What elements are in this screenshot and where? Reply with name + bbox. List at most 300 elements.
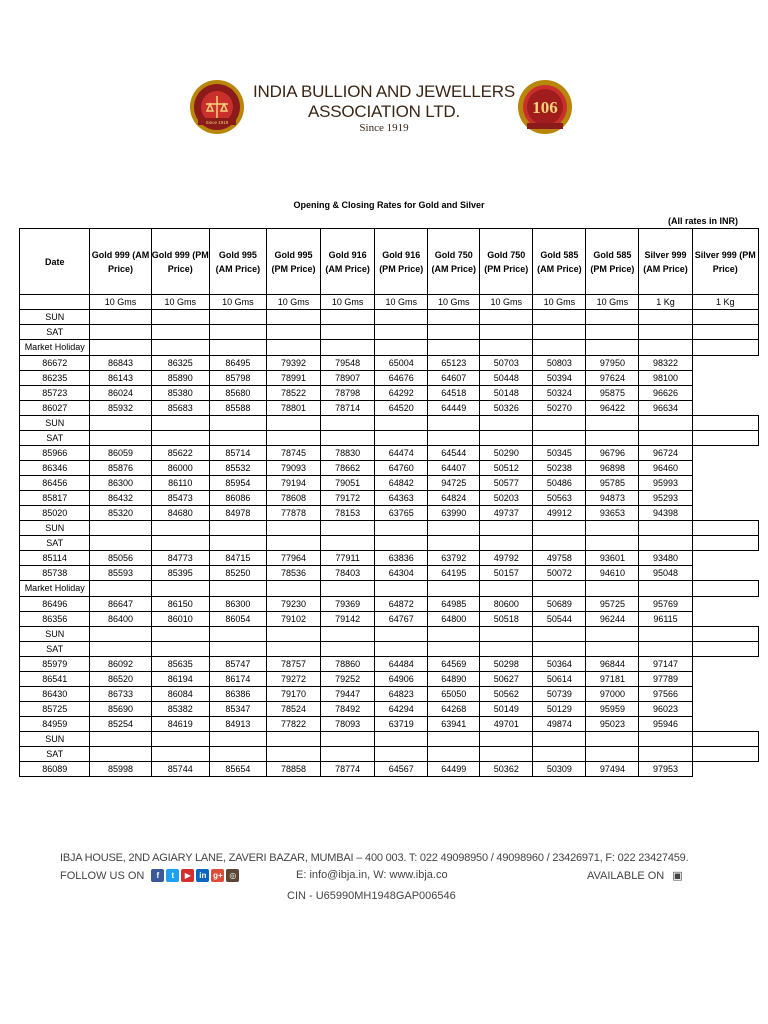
rate-cell: 50577 — [480, 476, 533, 491]
rate-cell: 85588 — [209, 401, 266, 416]
android-icon[interactable]: ▣ — [672, 870, 683, 882]
rate-cell: 50689 — [533, 597, 586, 612]
rate-cell — [428, 536, 480, 551]
anniversary-106-seal-logo — [516, 78, 574, 136]
rate-cell: 96244 — [586, 612, 639, 627]
rate-cell — [375, 747, 428, 762]
row-label-cell: 85966 — [20, 446, 90, 461]
rate-cell — [151, 581, 209, 597]
rate-cell: 64484 — [375, 657, 428, 672]
rate-cell: 78524 — [266, 702, 320, 717]
rate-cell: 64294 — [375, 702, 428, 717]
rate-cell: 95048 — [639, 566, 692, 581]
table-row — [20, 401, 759, 416]
rate-cell: 95023 — [586, 717, 639, 732]
organization-name-line-1: INDIA BULLION AND JEWELLERS — [253, 82, 515, 101]
rate-cell — [480, 581, 533, 597]
rate-cell — [428, 581, 480, 597]
rate-cell: 50364 — [533, 657, 586, 672]
rate-cell: 77964 — [266, 551, 320, 566]
rate-cell: 85347 — [209, 702, 266, 717]
rates-table — [19, 228, 759, 777]
rate-cell: 78492 — [321, 702, 375, 717]
rate-cell — [480, 732, 533, 747]
rate-cell — [209, 732, 266, 747]
rate-cell: 85890 — [151, 371, 209, 386]
rate-cell — [90, 340, 151, 356]
table-row — [20, 325, 759, 340]
table-row — [20, 371, 759, 386]
rate-cell: 64518 — [428, 386, 480, 401]
rate-cell: 49737 — [480, 506, 533, 521]
rate-cell — [90, 521, 151, 536]
rate-cell: 78774 — [321, 762, 375, 777]
rate-cell — [480, 747, 533, 762]
rate-cell: 84619 — [151, 717, 209, 732]
rate-cell: 85683 — [151, 401, 209, 416]
rate-cell — [321, 642, 375, 657]
row-label-cell: 86456 — [20, 476, 90, 491]
rate-cell: 85395 — [151, 566, 209, 581]
rate-cell: 97181 — [586, 672, 639, 687]
row-label-cell: Market Holiday — [20, 340, 90, 356]
column-header: Gold 999 (AM Price) — [90, 229, 151, 295]
rate-cell: 94398 — [639, 506, 692, 521]
row-label-cell: 85817 — [20, 491, 90, 506]
row-label-cell: SUN — [20, 416, 90, 431]
rate-cell — [321, 732, 375, 747]
rate-cell — [586, 340, 639, 356]
rate-cell: 85998 — [90, 762, 151, 777]
row-label-cell: 86356 — [20, 612, 90, 627]
rate-cell: 86150 — [151, 597, 209, 612]
rate-cell — [639, 340, 692, 356]
rate-cell: 50448 — [480, 371, 533, 386]
rate-cell — [321, 747, 375, 762]
rate-cell: 93480 — [639, 551, 692, 566]
rate-cell: 50486 — [533, 476, 586, 491]
rate-cell: 86000 — [151, 461, 209, 476]
rate-cell: 79252 — [321, 672, 375, 687]
rate-cell — [375, 340, 428, 356]
rate-cell — [375, 642, 428, 657]
rate-cell — [533, 581, 586, 597]
row-label-cell: 85114 — [20, 551, 90, 566]
rate-cell — [533, 310, 586, 325]
rate-cell: 86520 — [90, 672, 151, 687]
rate-cell: 50072 — [533, 566, 586, 581]
rate-cell — [151, 732, 209, 747]
rate-cell: 95785 — [586, 476, 639, 491]
rate-cell — [209, 642, 266, 657]
rate-cell: 85744 — [151, 762, 209, 777]
rate-cell: 85680 — [209, 386, 266, 401]
row-label-cell: 86235 — [20, 371, 90, 386]
rate-cell: 64292 — [375, 386, 428, 401]
rate-cell: 64872 — [375, 597, 428, 612]
rate-cell — [266, 416, 320, 431]
rate-cell: 50148 — [480, 386, 533, 401]
unit-cell: 1 Kg — [692, 295, 758, 310]
address-line: IBJA HOUSE, 2ND AGIARY LANE, ZAVERI BAZAR, MUMBAI – 400 003. T: 022 49098950 / 49098960 / 23426971, F: 022 23427459. — [60, 852, 689, 864]
rate-cell: 95875 — [586, 386, 639, 401]
units-row — [20, 295, 759, 310]
column-header: Silver 999 (AM Price) — [639, 229, 692, 295]
table-row — [20, 657, 759, 672]
rate-cell — [375, 310, 428, 325]
rate-cell — [90, 431, 151, 446]
rate-cell — [90, 325, 151, 340]
rate-cell — [151, 627, 209, 642]
rate-cell — [266, 627, 320, 642]
rate-cell — [428, 747, 480, 762]
rate-cell: 79102 — [266, 612, 320, 627]
rate-cell — [480, 325, 533, 340]
rate-cell — [586, 325, 639, 340]
table-row — [20, 627, 759, 642]
rate-cell — [533, 416, 586, 431]
row-label-cell: SAT — [20, 431, 90, 446]
rate-cell: 94873 — [586, 491, 639, 506]
rate-cell: 84680 — [151, 506, 209, 521]
rate-cell — [692, 732, 758, 747]
rate-cell — [533, 340, 586, 356]
rate-cell: 96460 — [639, 461, 692, 476]
rate-cell: 98322 — [639, 356, 692, 371]
rate-cell — [209, 310, 266, 325]
rate-cell: 79051 — [321, 476, 375, 491]
rate-cell: 95769 — [639, 597, 692, 612]
column-header-date: Date — [20, 229, 90, 295]
rate-cell — [209, 627, 266, 642]
rate-cell — [151, 747, 209, 762]
rate-cell — [151, 416, 209, 431]
rate-cell: 96626 — [639, 386, 692, 401]
rate-cell — [639, 642, 692, 657]
rate-cell: 50627 — [480, 672, 533, 687]
rate-cell: 63941 — [428, 717, 480, 732]
rate-cell: 64268 — [428, 702, 480, 717]
rate-cell: 85622 — [151, 446, 209, 461]
unit-cell: 10 Gms — [209, 295, 266, 310]
rate-cell — [151, 642, 209, 657]
rate-cell — [692, 627, 758, 642]
rate-cell: 97789 — [639, 672, 692, 687]
column-header: Gold 585 (AM Price) — [533, 229, 586, 295]
rate-cell: 64607 — [428, 371, 480, 386]
rate-cell: 64567 — [375, 762, 428, 777]
rate-cell — [692, 340, 758, 356]
rate-cell: 50394 — [533, 371, 586, 386]
rate-cell: 64474 — [375, 446, 428, 461]
rate-cell: 78798 — [321, 386, 375, 401]
row-label-cell: 85738 — [20, 566, 90, 581]
rate-cell: 65004 — [375, 356, 428, 371]
rate-cell — [151, 325, 209, 340]
rate-cell: 77822 — [266, 717, 320, 732]
row-label-cell: 85979 — [20, 657, 90, 672]
rate-cell: 85876 — [90, 461, 151, 476]
rate-cell — [209, 340, 266, 356]
table-row — [20, 461, 759, 476]
table-row — [20, 310, 759, 325]
table-row — [20, 581, 759, 597]
rate-cell — [480, 521, 533, 536]
rate-cell — [586, 581, 639, 597]
rate-cell — [321, 416, 375, 431]
organization-name-line-2: ASSOCIATION LTD. — [307, 102, 461, 121]
rate-cell — [209, 416, 266, 431]
rate-cell: 86300 — [209, 597, 266, 612]
rate-cell: 79093 — [266, 461, 320, 476]
rate-cell: 78403 — [321, 566, 375, 581]
rate-cell — [428, 627, 480, 642]
rate-cell: 50290 — [480, 446, 533, 461]
unit-cell: 10 Gms — [151, 295, 209, 310]
rate-cell: 96634 — [639, 401, 692, 416]
rate-cell: 78662 — [321, 461, 375, 476]
facebook-icon[interactable]: f — [151, 869, 164, 882]
rate-cell: 50563 — [533, 491, 586, 506]
rate-cell: 78608 — [266, 491, 320, 506]
rate-cell — [480, 627, 533, 642]
table-row — [20, 446, 759, 461]
row-label-cell: 84959 — [20, 717, 90, 732]
rate-cell: 86300 — [90, 476, 151, 491]
row-label-cell: SUN — [20, 627, 90, 642]
table-row — [20, 747, 759, 762]
column-header: Gold 995 (PM Price) — [266, 229, 320, 295]
rate-cell: 64520 — [375, 401, 428, 416]
rate-cell: 50518 — [480, 612, 533, 627]
rate-cell: 85254 — [90, 717, 151, 732]
organization-name — [250, 82, 518, 122]
row-label-cell: SUN — [20, 732, 90, 747]
rate-cell: 63792 — [428, 551, 480, 566]
rate-cell — [266, 747, 320, 762]
rate-cell — [209, 581, 266, 597]
rate-cell: 79142 — [321, 612, 375, 627]
rate-cell — [639, 521, 692, 536]
row-label-cell: SAT — [20, 747, 90, 762]
rate-cell — [321, 325, 375, 340]
row-label-cell: Market Holiday — [20, 581, 90, 597]
rate-cell — [639, 747, 692, 762]
rate-cell — [533, 521, 586, 536]
rate-cell: 64449 — [428, 401, 480, 416]
column-header: Gold 999 (PM Price) — [151, 229, 209, 295]
rate-cell: 50703 — [480, 356, 533, 371]
rate-cell — [480, 416, 533, 431]
rate-cell: 86054 — [209, 612, 266, 627]
rate-cell: 63990 — [428, 506, 480, 521]
available-on-label: AVAILABLE ON — [587, 869, 665, 882]
rate-cell — [428, 340, 480, 356]
rate-cell — [375, 521, 428, 536]
rate-cell: 79272 — [266, 672, 320, 687]
rate-cell: 86400 — [90, 612, 151, 627]
rate-cell: 64195 — [428, 566, 480, 581]
rate-cell: 49792 — [480, 551, 533, 566]
rate-cell: 86010 — [151, 612, 209, 627]
rate-cell — [639, 581, 692, 597]
rate-cell: 86110 — [151, 476, 209, 491]
googleplus-icon[interactable]: g+ — [213, 871, 223, 880]
rate-cell: 50326 — [480, 401, 533, 416]
rate-cell: 63836 — [375, 551, 428, 566]
rate-cell: 78714 — [321, 401, 375, 416]
rate-cell: 63719 — [375, 717, 428, 732]
rate-cell: 50739 — [533, 687, 586, 702]
rate-cell — [692, 431, 758, 446]
association-seal-logo — [188, 78, 246, 136]
currency-note: (All rates in INR) — [667, 216, 738, 226]
rate-cell: 50544 — [533, 612, 586, 627]
rate-cell — [586, 310, 639, 325]
follow-us — [60, 869, 239, 882]
rate-cell: 63765 — [375, 506, 428, 521]
youtube-icon[interactable]: ▶ — [181, 869, 194, 882]
rate-cell — [639, 416, 692, 431]
rate-cell: 50345 — [533, 446, 586, 461]
rate-cell — [151, 521, 209, 536]
rate-cell — [533, 642, 586, 657]
rate-cell — [586, 431, 639, 446]
table-row — [20, 476, 759, 491]
rate-cell: 78801 — [266, 401, 320, 416]
rate-cell — [375, 325, 428, 340]
rate-cell: 97953 — [639, 762, 692, 777]
rate-cell: 86733 — [90, 687, 151, 702]
unit-cell — [20, 295, 90, 310]
rate-cell: 86325 — [151, 356, 209, 371]
rate-cell: 65050 — [428, 687, 480, 702]
rate-cell — [533, 732, 586, 747]
rate-cell: 64767 — [375, 612, 428, 627]
rate-cell: 77878 — [266, 506, 320, 521]
linkedin-icon[interactable]: in — [196, 869, 209, 882]
rate-cell — [90, 627, 151, 642]
rate-cell: 85473 — [151, 491, 209, 506]
rate-cell — [321, 536, 375, 551]
rate-cell: 50157 — [480, 566, 533, 581]
rate-cell — [209, 325, 266, 340]
rate-cell: 50324 — [533, 386, 586, 401]
rate-cell — [321, 581, 375, 597]
rate-cell: 85380 — [151, 386, 209, 401]
rate-cell — [266, 536, 320, 551]
table-row — [20, 687, 759, 702]
column-header: Gold 750 (AM Price) — [428, 229, 480, 295]
rate-cell: 86386 — [209, 687, 266, 702]
rate-cell: 64824 — [428, 491, 480, 506]
table-row — [20, 536, 759, 551]
rate-cell — [586, 627, 639, 642]
rate-cell — [533, 431, 586, 446]
rate-cell — [428, 732, 480, 747]
rate-cell: 85747 — [209, 657, 266, 672]
rate-cell: 65123 — [428, 356, 480, 371]
rate-cell: 64544 — [428, 446, 480, 461]
rate-cell: 50129 — [533, 702, 586, 717]
rate-cell: 86174 — [209, 672, 266, 687]
rate-cell — [209, 747, 266, 762]
rate-cell — [428, 325, 480, 340]
rate-cell — [692, 521, 758, 536]
rate-cell: 95959 — [586, 702, 639, 717]
rate-cell: 85635 — [151, 657, 209, 672]
rate-cell: 85056 — [90, 551, 151, 566]
twitter-icon[interactable]: t — [166, 869, 179, 882]
rate-cell — [321, 340, 375, 356]
rate-cell — [586, 732, 639, 747]
rate-cell: 97494 — [586, 762, 639, 777]
rate-cell — [586, 642, 639, 657]
rate-cell: 77911 — [321, 551, 375, 566]
rate-cell: 50238 — [533, 461, 586, 476]
rate-cell — [266, 340, 320, 356]
rate-cell: 85532 — [209, 461, 266, 476]
column-header: Silver 999 (PM Price) — [692, 229, 758, 295]
rate-cell: 84773 — [151, 551, 209, 566]
rate-cell: 50803 — [533, 356, 586, 371]
rate-cell: 79170 — [266, 687, 320, 702]
rate-cell: 85320 — [90, 506, 151, 521]
rate-cell: 96844 — [586, 657, 639, 672]
rate-cell: 50562 — [480, 687, 533, 702]
rate-cell: 50149 — [480, 702, 533, 717]
rate-cell — [90, 581, 151, 597]
table-row — [20, 672, 759, 687]
rate-cell: 64890 — [428, 672, 480, 687]
rate-cell — [692, 416, 758, 431]
rate-cell — [480, 310, 533, 325]
rate-cell: 86647 — [90, 597, 151, 612]
rate-cell: 97000 — [586, 687, 639, 702]
rate-cell: 50298 — [480, 657, 533, 672]
rate-cell: 80600 — [480, 597, 533, 612]
rate-cell: 49758 — [533, 551, 586, 566]
rate-cell — [428, 642, 480, 657]
row-label-cell: 86027 — [20, 401, 90, 416]
rate-cell: 85954 — [209, 476, 266, 491]
rate-cell — [266, 521, 320, 536]
rate-cell: 64304 — [375, 566, 428, 581]
rate-cell: 95725 — [586, 597, 639, 612]
instagram-icon[interactable]: ◎ — [226, 869, 239, 882]
rate-cell — [321, 627, 375, 642]
rate-cell: 85690 — [90, 702, 151, 717]
column-header: Gold 995 (AM Price) — [209, 229, 266, 295]
rate-cell: 93601 — [586, 551, 639, 566]
row-label-cell: 86496 — [20, 597, 90, 612]
table-row — [20, 416, 759, 431]
rate-cell: 96115 — [639, 612, 692, 627]
unit-cell: 10 Gms — [321, 295, 375, 310]
rate-cell: 79194 — [266, 476, 320, 491]
unit-cell: 10 Gms — [586, 295, 639, 310]
rate-cell: 50309 — [533, 762, 586, 777]
unit-cell: 10 Gms — [428, 295, 480, 310]
row-label-cell: 85020 — [20, 506, 90, 521]
rate-cell — [586, 521, 639, 536]
rate-cell: 86495 — [209, 356, 266, 371]
follow-us-label: FOLLOW US ON — [60, 869, 145, 882]
row-label-cell: SAT — [20, 536, 90, 551]
table-row — [20, 551, 759, 566]
rate-cell: 85250 — [209, 566, 266, 581]
table-row — [20, 642, 759, 657]
